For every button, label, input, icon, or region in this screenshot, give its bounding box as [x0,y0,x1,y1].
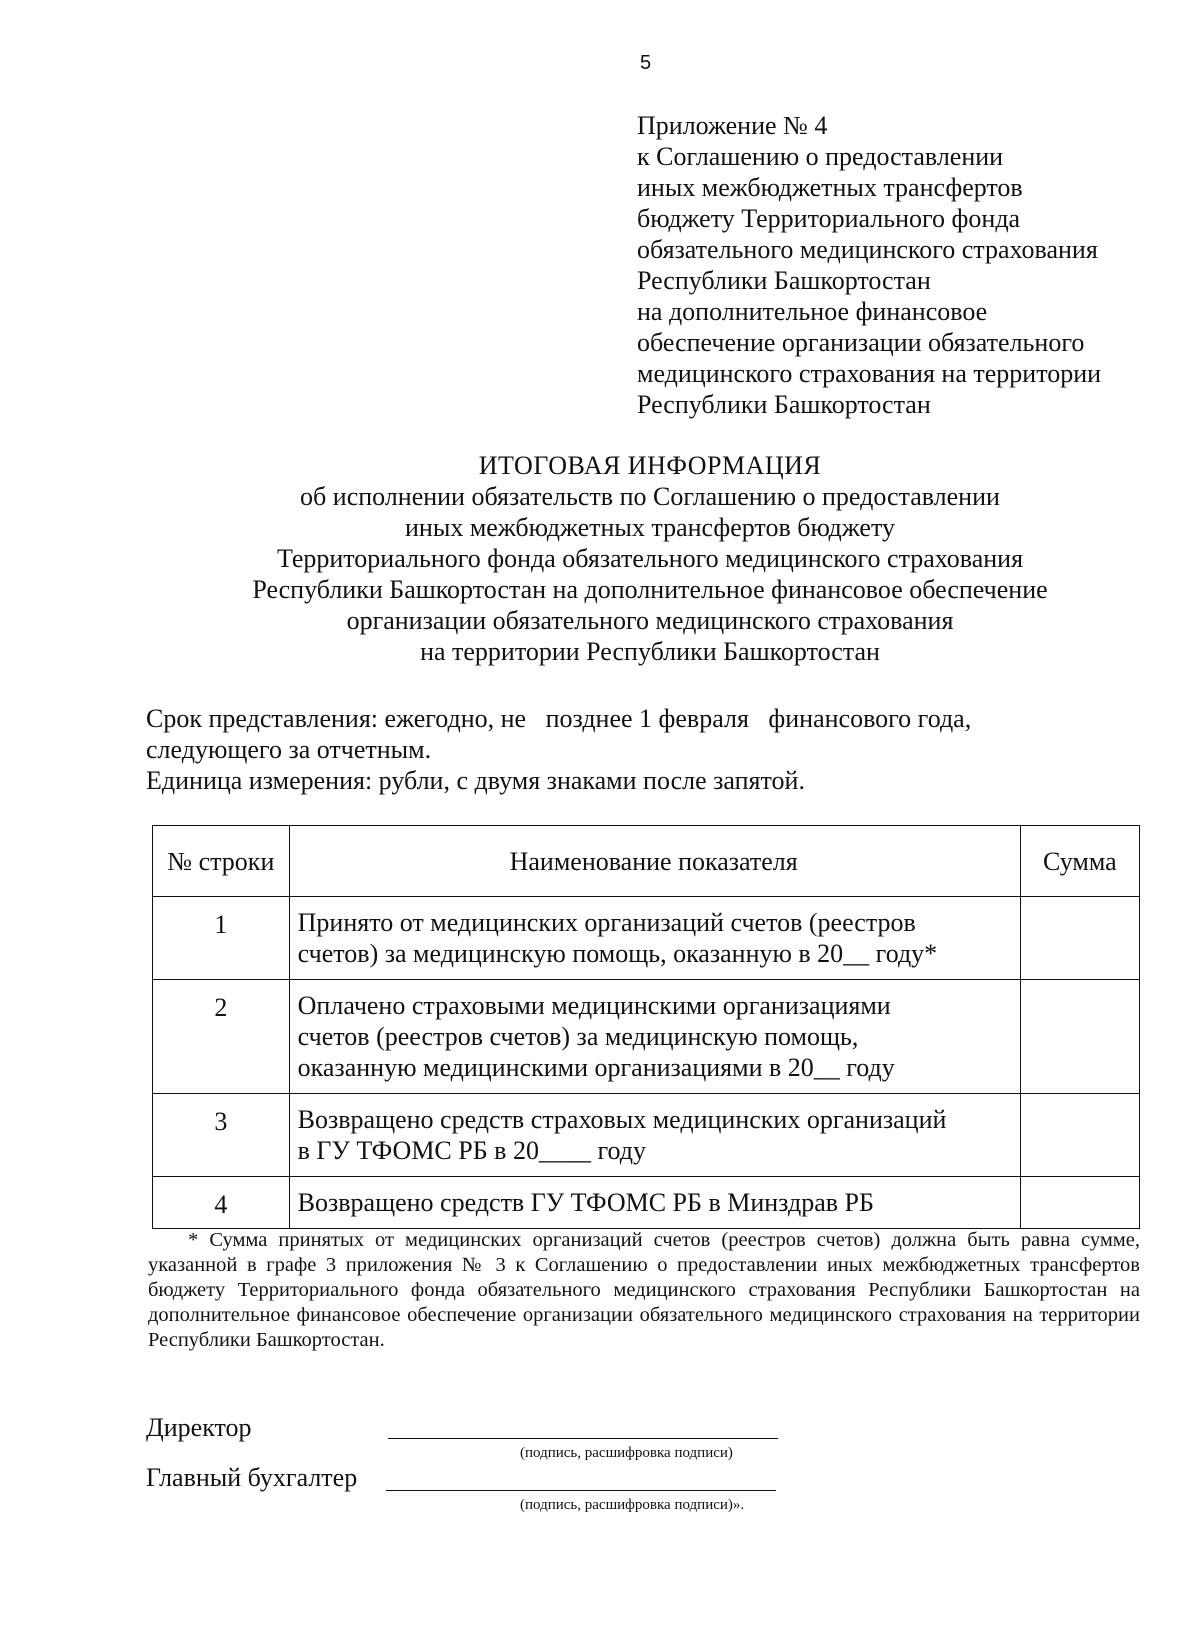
row-number: 2 [153,980,290,1094]
title-line: на территории Республики Башкортостан [420,637,880,666]
appendix-line: иных межбюджетных трансфертов [637,173,1023,202]
unit-line: Единица измерения: рубли, с двумя знаками после запятой. [146,766,805,795]
appendix-line: Республики Башкортостан [637,390,931,419]
indicator-table [152,825,1140,1229]
appendix-line: обязательного медицинского страхования [637,235,1098,264]
indicator-name-line: Принято от медицинских организаций счетов (реестров [297,908,916,937]
indicator-name-line: оказанную медицинскими организациями в 20__ году [297,1053,895,1082]
table-row [153,980,1140,1094]
director-label: Директор [146,1413,252,1442]
title-line: Республики Башкортостан на дополнительное финансовое обеспечение [252,575,1048,604]
header-row-number: № строки [153,826,290,897]
main-title: ИТОГОВАЯ ИНФОРМАЦИЯ [478,451,822,480]
appendix-line: Республики Башкортостан [637,266,931,295]
sum-cell [1020,1177,1139,1229]
indicator-name-line: в ГУ ТФОМС РБ в 20____ году [297,1136,646,1165]
sum-cell [1020,980,1139,1094]
deadline-line: следующего за отчетным. [146,735,432,764]
appendix-header [637,110,1197,420]
sum-cell [1020,1094,1139,1177]
sum-cell [1020,897,1139,980]
indicator-name-line: Оплачено страховыми медицинскими организациями [297,991,891,1020]
indicator-name-line: счетов (реестров счетов) за медицинскую помощь, [297,1022,859,1051]
indicator-name [289,897,1020,980]
row-number: 1 [153,897,290,980]
indicator-name-line: Возвращено средств ГУ ТФОМС РБ в Минздрав РБ [297,1188,874,1217]
title-line: об исполнении обязательств по Соглашению о предоставлении [300,482,1000,511]
footnote [148,1228,1140,1353]
deadline-line: Срок представления: ежегодно, не позднее 1 февраля финансового года, [146,704,972,733]
header-sum: Сумма [1020,826,1139,897]
table-row [153,897,1140,980]
header-indicator-name: Наименование показателя [289,826,1020,897]
report-meta [146,703,1146,796]
title-line: организации обязательного медицинского страхования [346,606,954,635]
row-number: 4 [153,1177,290,1229]
chief-accountant-label: Главный бухгалтер [146,1463,358,1492]
appendix-line: обеспечение организации обязательного [637,328,1085,357]
appendix-line: к Соглашению о предоставлении [637,142,1004,171]
title-line: Территориального фонда обязательного медицинского страхования [276,544,1024,573]
appendix-line: бюджету Территориального фонда [637,204,1021,233]
page-number: 5 [640,52,652,74]
document-title [150,450,1150,667]
table-header-row [153,826,1140,897]
title-line: иных межбюджетных трансфертов бюджету [405,513,895,542]
director-signature-caption: (подпись, расшифровка подписи) [520,1445,733,1461]
chief-accountant-signature-caption: (подпись, расшифровка подписи)». [520,1497,745,1513]
row-number: 3 [153,1094,290,1177]
appendix-line: медицинского страхования на территории [637,359,1102,388]
table-row [153,1177,1140,1229]
director-signature-line [388,1438,778,1439]
indicator-name [289,980,1020,1094]
appendix-line: на дополнительное финансовое [637,297,988,326]
indicator-name [289,1177,1020,1229]
indicator-name [289,1094,1020,1177]
chief-accountant-signature-line [386,1490,776,1491]
table-row [153,1094,1140,1177]
footnote-text: * Сумма принятых от медицинских организаций счетов (реестров счетов) должна быть равна сумме, указанной в графе 3 приложения № 3 к Соглашению о предоставлении иных межбюджетных трансфертов бюджету Территориального фонда обязательного медицинского страхования Республики Башкортостан на дополнительное финансовое обеспечение организации обязательного медицинского страхования на территории Республики Башкортостан. [148,1229,1140,1351]
indicator-name-line: счетов) за медицинскую помощь, оказанную в 20__ году* [297,939,938,968]
appendix-line: Приложение № 4 [637,111,828,140]
indicator-name-line: Возвращено средств страховых медицинских организаций [297,1105,947,1134]
